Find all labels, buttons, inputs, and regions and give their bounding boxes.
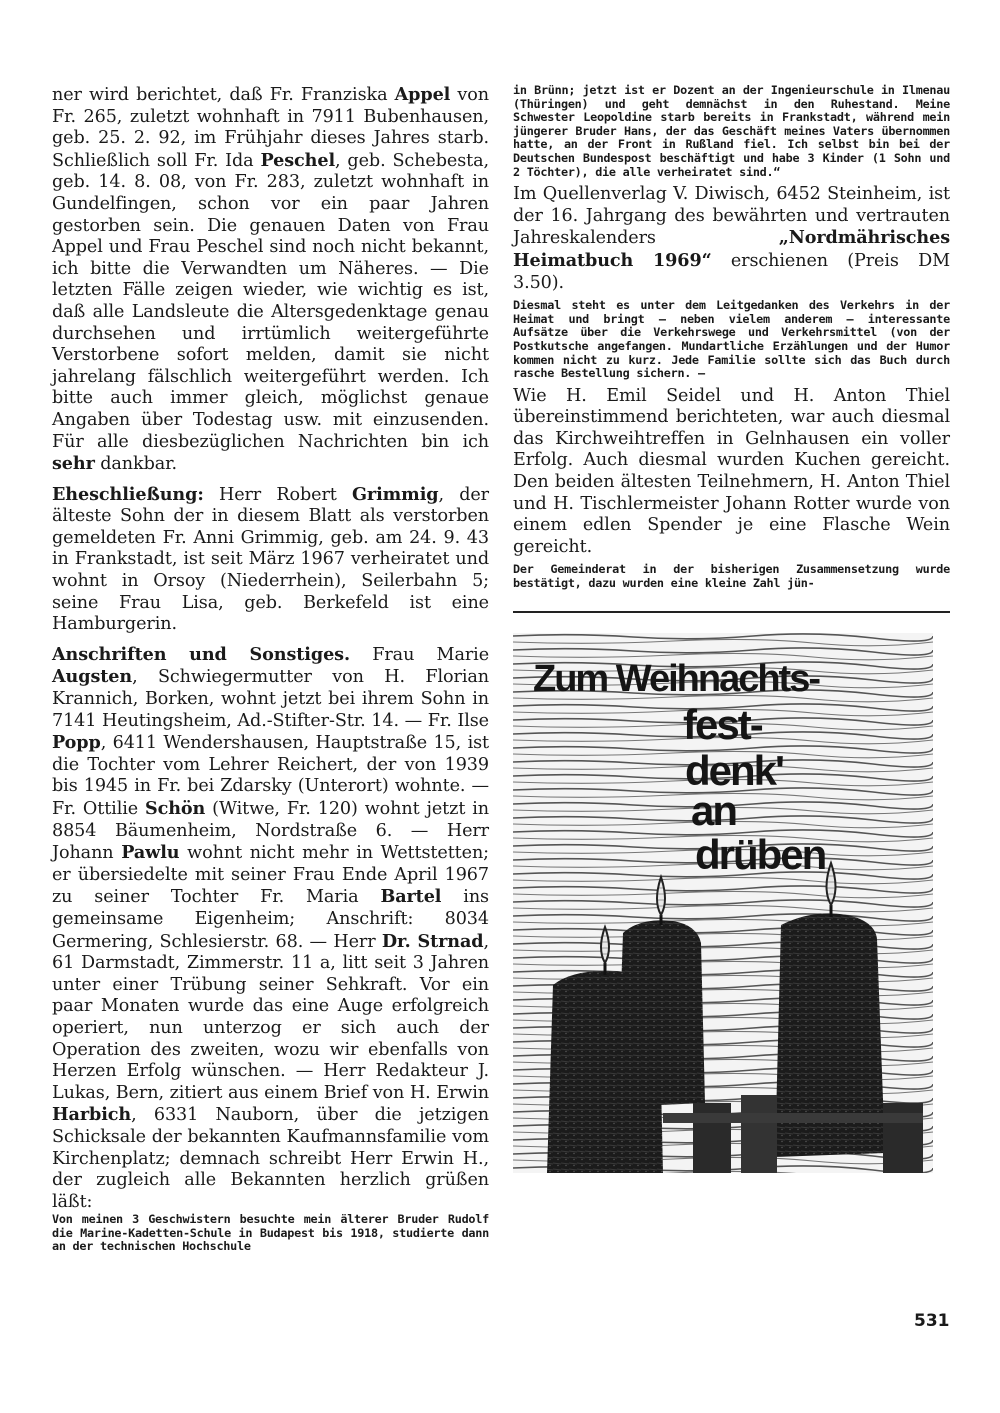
kirchweih-report: Wie H. Emil Seidel und H. Anton Thiel übereinstimmend berichteten, war auch diesmal das Kirchweihtreffen in Gelnhausen ein voller Erfolg. Auch diesmal wurden Kuchen gereicht. Den beiden ältesten Teilnehmern, H. Anton Thiel und H. Tischlermeister Johann Rotter wurde von einem edlen Spender je eine Flasche Wein gereicht. bbox=[513, 385, 950, 557]
right-column bbox=[513, 84, 950, 1173]
bold-name: Anschriften und Sonstiges. bbox=[52, 643, 351, 665]
text-run: ins gemeinsame Eigenheim; Anschrift: 8034 Germering, Schlesierstr. 68. — Herr bbox=[52, 887, 489, 952]
text-run: erschienen (Preis DM 3.50). bbox=[513, 250, 950, 293]
bold-name: Dr. Strnad bbox=[381, 930, 484, 952]
bold-name: Augsten bbox=[52, 666, 133, 688]
text-run: , geb. Schebesta, geb. 14. 8. 08, von Fr. 283, zuletzt wohnhaft in Gundelfingen, schon vor ein paar Jahren gestorben sein. Die genauen Daten von Frau Appel und Frau Peschel sind noch nicht bekannt, ich bitte die Verwandten um Näheres. — Die letzten Fälle zeigen wieder, wie wichtig es ist, daß alle Landsleute die Altersgedenktage genau durchsehen und irrtümlich weitergeführte Verstorbene sofort melden, damit sie nicht jahrelang fälschlich weitergeführt werden. Ich bitte auch immer gleich, möglichst genaue Angaben über Todestag usw. mit einzusenden. Für alle diesbezüglichen Nachrichten bin ich bbox=[52, 150, 489, 452]
text-run: von Fr. 265, zuletzt wohnhaft in 7911 Bubenhausen, geb. 25. 2. 92, im Frühjahr dieses Jahres starb. Schließlich soll Fr. Ida bbox=[52, 85, 489, 171]
text-run: dankbar. bbox=[94, 454, 178, 475]
christmas-advert bbox=[513, 633, 933, 1173]
bold-name: Pawlu bbox=[121, 842, 180, 864]
marriage-announcement bbox=[52, 484, 489, 636]
text-run: Herr Robert bbox=[203, 484, 352, 505]
text-run: , Schwiegermutter von H. Florian Krannich, Borken, wohnt jetzt bei ihrem Sohn in 7141 Heutingsheim, Ad.-Stifter-Str. 14. — Fr. Ilse bbox=[52, 667, 489, 731]
calendar-announcement bbox=[513, 184, 950, 294]
bold-name: Bartel bbox=[380, 886, 442, 908]
text-run: , 6331 Nauborn, über die jetzigen Schicksale der bekannten Kaufmannsfamilie vom Kirchenplatz; demnach schreibt Herr Erwin H., der zugleich alle Bekannten herzlich grüßen läßt: bbox=[52, 1105, 489, 1212]
text-run: ner wird berichtet, daß Fr. Franziska bbox=[52, 85, 395, 105]
letter-quote-continued: in Brünn; jetzt ist er Dozent an der Ingenieurschule in Ilmenau (Thüringen) und geht demnächst in den Ruhestand. Meine Schwester Leopoldine starb bereits in Frankstadt, während mein jüngerer Bruder Hans, der das Geschäft meines Vaters übernommen hatte, an der Front in Rußland fiel. Ich selbst bin bei der Deutschen Bundespost beschäftigt und habe 3 Kinder (1 Sohn und 2 Töchter), die alle verheiratet sind.“ bbox=[513, 83, 950, 179]
article-paragraph bbox=[52, 84, 489, 476]
bold-name: Grimmig bbox=[351, 483, 439, 505]
calendar-description: Diesmal steht es unter dem Leitgedanken des Verkehrs in der Heimat und bringt — neben vielem anderem — interessante Aufsätze über die Verkehrswege und Verkehrsmittel (von der Postkutsche angefangen. Mundartliche Erzählungen und der Humor kommen nicht zu kurz. Jede Familie sollte sich das Buch durch rasche Bestellung sichern. — bbox=[513, 298, 950, 381]
left-column bbox=[52, 84, 489, 1254]
text-run: , der älteste Sohn der in diesem Blatt als verstorben gemeldeten Fr. Anni Grimmig, geb. am 24. 9. 43 in Frankstadt, ist seit März 1967 verheiratet und wohnt in Orsoy (Niederrhein), Seilerbahn 5; seine Frau Lisa, geb. Berkefeld ist eine Hamburgerin. bbox=[52, 484, 489, 635]
fence-post-2 bbox=[741, 1095, 777, 1173]
council-note: Der Gemeinderat in der bisherigen Zusammensetzung wurde bestätigt, dazu wurden eine kleine Zahl jün- bbox=[513, 562, 950, 591]
bold-name: Harbich bbox=[52, 1104, 132, 1126]
candle-middle bbox=[547, 970, 663, 1172]
text-run: Im Quellenverlag V. Diwisch, 6452 Steinheim, ist der 16. Jahrgang des bewährten und vertrauten Jahreskalenders bbox=[513, 184, 950, 249]
letter-quote: Von meinen 3 Geschwistern besuchte mein älterer Bruder Rudolf die Marine-Kadetten-Schule in Budapest bis 1918, studierte dann an der technischen Hochschule bbox=[52, 1212, 489, 1254]
advert-line-1: Zum Weihnachts- bbox=[533, 657, 819, 700]
advert-line-3: denk' bbox=[685, 746, 784, 794]
bold-name: sehr bbox=[52, 453, 95, 475]
bold-name: Schön bbox=[145, 798, 206, 819]
text-run: wohnt nicht mehr in Wettstetten; er übersiedelte mit seiner Frau Ende April 1967 zu seiner Tochter Fr. Maria bbox=[52, 843, 490, 908]
page-number: 531 bbox=[914, 1311, 950, 1331]
text-run: (Witwe, Fr. 120) wohnt jetzt in 8854 Bäumenheim, Nordstraße 6. — Herr Johann bbox=[52, 799, 489, 864]
text-run: Frau Marie bbox=[350, 644, 489, 665]
text-run: , 6411 Wendershausen, Hauptstraße 15, ist die Tochter vom Lehrer Reichert, der von 1939 bis 1945 in Fr. bei Zdarsky (Unterort) wohnte. — Fr. Ottilie bbox=[52, 733, 489, 819]
bold-name: Peschel bbox=[260, 149, 336, 171]
fence-rail bbox=[663, 1113, 923, 1123]
bold-name: Popp bbox=[52, 732, 101, 754]
advert-line-5: drüben bbox=[695, 830, 826, 878]
text-run: , 61 Darmstadt, Zimmerstr. 11 a, litt seit 3 Jahren unter einer Trübung seiner Sehkraft. Vor ein paar Monaten wurde das eine Auge erfolgreich operiert, nun unterzog er sich auch der Operation des zweiten, wozu wir ebenfalls von Herzen Erfolg wünschen. — Herr Redakteur J. Lukas, Bern, zitiert aus einem Brief von H. Erwin bbox=[52, 931, 489, 1103]
bold-name: Eheschließung: bbox=[52, 483, 204, 505]
advert-line-2: fest- bbox=[683, 700, 762, 748]
advert-graphic bbox=[513, 633, 933, 1173]
addresses-section bbox=[52, 644, 489, 1213]
advert-line-4: an bbox=[691, 786, 737, 834]
bold-name: Appel bbox=[394, 84, 451, 105]
divider-rule bbox=[513, 611, 950, 613]
bold-name: „Nordmährisches Heimatbuch 1969“ bbox=[513, 227, 950, 271]
